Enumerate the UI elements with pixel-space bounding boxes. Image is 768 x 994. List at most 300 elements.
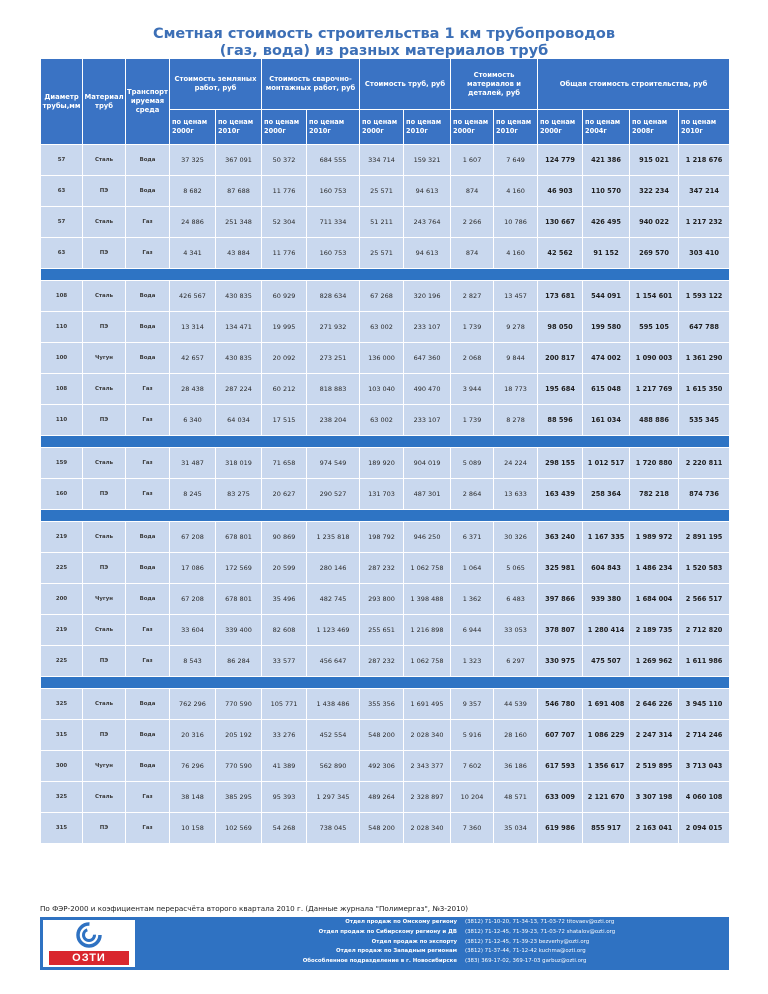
cell-pipe-2000: 103 040: [360, 374, 404, 405]
cell-diameter: 300: [41, 751, 83, 782]
cell-total-2010: 1 611 986: [679, 646, 730, 677]
sub-weld-2000: по ценам 2000г: [262, 110, 307, 145]
cell-total-2010: 2 220 811: [679, 448, 730, 479]
cell-total-2008: 2 519 895: [630, 751, 679, 782]
cell-pipe-2010: 2 028 340: [404, 720, 451, 751]
cell-earth-2010: 430 835: [216, 281, 262, 312]
cell-mat-2010: 6 297: [494, 646, 538, 677]
group-separator: [41, 677, 730, 689]
title-line-2: (газ, вода) из разных материалов труб: [219, 43, 549, 59]
cell-mat-2000: 5 089: [451, 448, 494, 479]
cell-total-2000: 98 050: [538, 312, 583, 343]
table-row: [41, 522, 730, 553]
cell-mat-2010: 9 844: [494, 343, 538, 374]
table-row: [41, 207, 730, 238]
cell-pipe-2010: 1 691 495: [404, 689, 451, 720]
cell-material: Сталь: [83, 689, 126, 720]
cell-weld-2000: 105 771: [262, 689, 307, 720]
footer-bar: [40, 917, 729, 970]
cell-pipe-2010: 1 216 898: [404, 615, 451, 646]
cell-diameter: 57: [41, 145, 83, 176]
cell-total-2004: 615 048: [583, 374, 630, 405]
contact-phone-email: (3812) 71-10-20, 71-34-13, 71-03-72 titovaev@ozti.org: [465, 919, 615, 925]
cell-total-2010: 535 345: [679, 405, 730, 436]
cell-material: Сталь: [83, 374, 126, 405]
cell-total-2000: 633 009: [538, 782, 583, 813]
cell-pipe-2000: 287 232: [360, 646, 404, 677]
cell-earth-2000: 33 604: [170, 615, 216, 646]
cell-weld-2010: 271 932: [307, 312, 360, 343]
cell-earth-2000: 13 314: [170, 312, 216, 343]
cell-weld-2000: 17 515: [262, 405, 307, 436]
cell-medium: Вода: [126, 584, 170, 615]
logo-text: ОЗТИ: [49, 951, 129, 965]
contact-department: Отдел продаж по экспорту: [371, 938, 457, 945]
cell-earth-2010: 318 019: [216, 448, 262, 479]
cell-total-2008: 940 022: [630, 207, 679, 238]
cell-mat-2000: 874: [451, 176, 494, 207]
cell-total-2010: 3 945 110: [679, 689, 730, 720]
cell-total-2008: 1 269 962: [630, 646, 679, 677]
cell-earth-2010: 430 835: [216, 343, 262, 374]
cell-weld-2000: 60 929: [262, 281, 307, 312]
sub-total-2010: по ценам 2010г: [679, 110, 730, 145]
cell-material: Сталь: [83, 281, 126, 312]
cell-total-2004: 939 380: [583, 584, 630, 615]
contacts-list: [270, 918, 722, 967]
contact-row: [270, 957, 722, 967]
cell-total-2004: 604 843: [583, 553, 630, 584]
cell-earth-2000: 8 245: [170, 479, 216, 510]
cell-mat-2000: 1 323: [451, 646, 494, 677]
cell-pipe-2000: 25 571: [360, 176, 404, 207]
cost-table: [40, 58, 730, 844]
cell-earth-2000: 38 148: [170, 782, 216, 813]
cell-mat-2010: 30 326: [494, 522, 538, 553]
cell-medium: Газ: [126, 448, 170, 479]
cell-total-2000: 46 903: [538, 176, 583, 207]
cell-pipe-2010: 320 196: [404, 281, 451, 312]
cell-medium: Газ: [126, 238, 170, 269]
header-medium: Транспорт ируемая среда: [126, 59, 170, 145]
cell-weld-2010: 160 753: [307, 238, 360, 269]
cell-medium: Газ: [126, 479, 170, 510]
cell-mat-2010: 9 278: [494, 312, 538, 343]
cell-mat-2010: 6 483: [494, 584, 538, 615]
table-row: [41, 374, 730, 405]
cell-medium: Газ: [126, 646, 170, 677]
cell-total-2008: 915 021: [630, 145, 679, 176]
sub-earth-2000: по ценам 2000г: [170, 110, 216, 145]
cell-mat-2010: 48 571: [494, 782, 538, 813]
cell-total-2004: 110 570: [583, 176, 630, 207]
cell-mat-2000: 1 362: [451, 584, 494, 615]
table-row: [41, 751, 730, 782]
sub-earth-2010: по ценам 2010г: [216, 110, 262, 145]
cell-pipe-2000: 189 920: [360, 448, 404, 479]
cell-medium: Вода: [126, 689, 170, 720]
header-diameter: Диаметр трубы,мм: [41, 59, 83, 145]
source-note: По ФЭР-2000 и коэфициентам перерасчёта второго квартала 2010 г. (Данные журнала "Полимергаз", №3-2010): [40, 904, 469, 913]
sub-pipe-2000: по ценам 2000г: [360, 110, 404, 145]
cell-pipe-2000: 63 002: [360, 405, 404, 436]
cell-weld-2000: 60 212: [262, 374, 307, 405]
sub-total-2004: по ценам 2004г: [583, 110, 630, 145]
cell-total-2000: 124 779: [538, 145, 583, 176]
cell-weld-2000: 90 869: [262, 522, 307, 553]
cell-weld-2010: 738 045: [307, 813, 360, 844]
cell-earth-2000: 67 208: [170, 584, 216, 615]
cell-earth-2000: 762 296: [170, 689, 216, 720]
cell-diameter: 63: [41, 238, 83, 269]
cell-material: Сталь: [83, 207, 126, 238]
cell-diameter: 225: [41, 646, 83, 677]
cell-pipe-2000: 63 002: [360, 312, 404, 343]
table-row: [41, 689, 730, 720]
cell-total-2010: 1 218 676: [679, 145, 730, 176]
cell-weld-2010: 562 890: [307, 751, 360, 782]
contact-department: Отдел продаж по Западным регионам: [335, 948, 457, 955]
cell-material: ПЭ: [83, 176, 126, 207]
cell-material: Сталь: [83, 782, 126, 813]
cell-total-2004: 544 091: [583, 281, 630, 312]
separator-band: [41, 510, 730, 522]
cell-total-2004: 1 012 517: [583, 448, 630, 479]
cell-weld-2000: 11 776: [262, 176, 307, 207]
cell-mat-2010: 33 053: [494, 615, 538, 646]
cell-earth-2000: 31 487: [170, 448, 216, 479]
cell-pipe-2010: 2 343 377: [404, 751, 451, 782]
sub-mat-2010: по ценам 2010г: [494, 110, 538, 145]
cell-total-2000: 330 975: [538, 646, 583, 677]
table-row: [41, 479, 730, 510]
cell-material: ПЭ: [83, 238, 126, 269]
cell-total-2010: 2 566 517: [679, 584, 730, 615]
cell-total-2004: 91 152: [583, 238, 630, 269]
cell-total-2008: 1 154 601: [630, 281, 679, 312]
cell-total-2010: 2 714 246: [679, 720, 730, 751]
cell-medium: Вода: [126, 176, 170, 207]
cell-total-2000: 325 981: [538, 553, 583, 584]
cell-diameter: 108: [41, 281, 83, 312]
cell-total-2000: 363 240: [538, 522, 583, 553]
cell-weld-2010: 1 235 818: [307, 522, 360, 553]
cell-pipe-2010: 647 360: [404, 343, 451, 374]
cell-weld-2000: 95 393: [262, 782, 307, 813]
table-row: [41, 343, 730, 374]
cell-mat-2000: 10 204: [451, 782, 494, 813]
cell-pipe-2000: 293 800: [360, 584, 404, 615]
cell-total-2000: 42 562: [538, 238, 583, 269]
cell-mat-2010: 5 065: [494, 553, 538, 584]
cell-pipe-2010: 490 470: [404, 374, 451, 405]
cell-weld-2000: 54 268: [262, 813, 307, 844]
cell-earth-2010: 205 192: [216, 720, 262, 751]
cell-earth-2000: 6 340: [170, 405, 216, 436]
contact-phone-email: (383) 369-17-02, 369-17-03 garbuz@ozti.org: [465, 958, 587, 965]
cell-weld-2000: 11 776: [262, 238, 307, 269]
cell-weld-2000: 20 627: [262, 479, 307, 510]
cell-total-2010: 1 520 583: [679, 553, 730, 584]
cell-mat-2000: 1 607: [451, 145, 494, 176]
cell-material: Сталь: [83, 615, 126, 646]
cell-mat-2010: 44 539: [494, 689, 538, 720]
cell-mat-2010: 13 457: [494, 281, 538, 312]
cell-medium: Вода: [126, 145, 170, 176]
header-pipes: Стоимость труб, руб: [360, 59, 451, 110]
cell-mat-2000: 7 360: [451, 813, 494, 844]
cell-diameter: 219: [41, 522, 83, 553]
header-welding: Стоимость сварочно-монтажных работ, руб: [262, 59, 360, 110]
cell-earth-2010: 339 400: [216, 615, 262, 646]
cell-diameter: 57: [41, 207, 83, 238]
cell-total-2008: 1 684 004: [630, 584, 679, 615]
cell-medium: Газ: [126, 782, 170, 813]
cell-total-2000: 546 780: [538, 689, 583, 720]
cell-total-2004: 2 121 670: [583, 782, 630, 813]
table-row: [41, 782, 730, 813]
cell-earth-2010: 251 348: [216, 207, 262, 238]
cell-material: Чугун: [83, 343, 126, 374]
cell-earth-2010: 367 091: [216, 145, 262, 176]
cell-total-2010: 1 615 350: [679, 374, 730, 405]
cell-earth-2000: 28 438: [170, 374, 216, 405]
cell-total-2010: 1 593 122: [679, 281, 730, 312]
cell-material: Чугун: [83, 584, 126, 615]
cell-material: ПЭ: [83, 312, 126, 343]
cell-weld-2000: 41 389: [262, 751, 307, 782]
cell-medium: Вода: [126, 312, 170, 343]
cell-total-2000: 378 807: [538, 615, 583, 646]
cell-weld-2010: 280 146: [307, 553, 360, 584]
group-separator: [41, 436, 730, 448]
cell-total-2000: 617 593: [538, 751, 583, 782]
contact-row: [270, 947, 722, 957]
cell-total-2008: 2 163 041: [630, 813, 679, 844]
cell-medium: Вода: [126, 553, 170, 584]
cell-total-2000: 397 866: [538, 584, 583, 615]
contact-department: Обособленное подразделение в г. Новосибирске: [302, 958, 457, 965]
cell-total-2004: 855 917: [583, 813, 630, 844]
cell-medium: Газ: [126, 813, 170, 844]
cell-total-2000: 88 596: [538, 405, 583, 436]
cell-mat-2010: 28 160: [494, 720, 538, 751]
cell-earth-2010: 678 801: [216, 584, 262, 615]
cell-mat-2000: 1 739: [451, 312, 494, 343]
cell-total-2010: 2 891 195: [679, 522, 730, 553]
cell-medium: Вода: [126, 281, 170, 312]
table-body: [41, 145, 730, 844]
cell-total-2000: 200 817: [538, 343, 583, 374]
cell-pipe-2000: 287 232: [360, 553, 404, 584]
cell-total-2000: 195 684: [538, 374, 583, 405]
cell-mat-2010: 10 786: [494, 207, 538, 238]
cell-earth-2000: 20 316: [170, 720, 216, 751]
cell-mat-2000: 2 864: [451, 479, 494, 510]
cell-pipe-2000: 131 703: [360, 479, 404, 510]
table-row: [41, 238, 730, 269]
cell-material: Сталь: [83, 145, 126, 176]
cell-total-2008: 2 646 226: [630, 689, 679, 720]
cell-pipe-2010: 233 107: [404, 405, 451, 436]
cell-total-2010: 4 060 108: [679, 782, 730, 813]
cell-total-2000: 163 439: [538, 479, 583, 510]
cell-mat-2010: 4 160: [494, 238, 538, 269]
cell-earth-2000: 4 341: [170, 238, 216, 269]
cell-total-2000: 173 681: [538, 281, 583, 312]
contact-phone-email: (3812) 71-12-45, 71-39-23, 71-03-72 shatalov@ozti.org: [465, 928, 616, 935]
cell-total-2004: 161 034: [583, 405, 630, 436]
header-materials: Стоимость материалов и деталей, руб: [451, 59, 538, 110]
cell-medium: Газ: [126, 615, 170, 646]
cell-diameter: 110: [41, 405, 83, 436]
cell-total-2004: 1 280 414: [583, 615, 630, 646]
cell-pipe-2000: 67 268: [360, 281, 404, 312]
cell-total-2008: 782 218: [630, 479, 679, 510]
company-logo: [43, 920, 135, 967]
table-row: [41, 448, 730, 479]
contact-department: Отдел продаж по Сибирскому региону и ДВ: [318, 928, 457, 935]
cell-total-2010: 1 361 290: [679, 343, 730, 374]
cell-pipe-2000: 255 651: [360, 615, 404, 646]
cell-pipe-2000: 25 571: [360, 238, 404, 269]
cell-mat-2000: 2 068: [451, 343, 494, 374]
cell-total-2008: 1 217 769: [630, 374, 679, 405]
cell-earth-2000: 17 086: [170, 553, 216, 584]
cell-material: Сталь: [83, 522, 126, 553]
cell-mat-2010: 24 224: [494, 448, 538, 479]
cell-total-2010: 2 094 015: [679, 813, 730, 844]
table-row: [41, 281, 730, 312]
cell-weld-2000: 20 599: [262, 553, 307, 584]
cell-earth-2010: 770 590: [216, 751, 262, 782]
cell-weld-2010: 974 549: [307, 448, 360, 479]
table-row: [41, 720, 730, 751]
cell-earth-2010: 86 284: [216, 646, 262, 677]
cell-diameter: 160: [41, 479, 83, 510]
sub-weld-2010: по ценам 2010г: [307, 110, 360, 145]
header-earthworks: Стоимость земляных работ, руб: [170, 59, 262, 110]
cell-weld-2000: 19 995: [262, 312, 307, 343]
cell-total-2004: 421 386: [583, 145, 630, 176]
cell-total-2010: 647 788: [679, 312, 730, 343]
cell-diameter: 63: [41, 176, 83, 207]
contact-row: [270, 938, 722, 948]
cell-material: ПЭ: [83, 813, 126, 844]
cell-total-2008: 595 105: [630, 312, 679, 343]
cell-pipe-2010: 1 398 488: [404, 584, 451, 615]
cell-mat-2000: 6 371: [451, 522, 494, 553]
cell-total-2004: 426 495: [583, 207, 630, 238]
cell-total-2010: 303 410: [679, 238, 730, 269]
cell-earth-2010: 770 590: [216, 689, 262, 720]
title-line-1: Сметная стоимость строительства 1 км трубопроводов: [152, 26, 616, 42]
cell-total-2000: 130 667: [538, 207, 583, 238]
header-row-top: [41, 59, 730, 110]
cell-pipe-2010: 904 019: [404, 448, 451, 479]
cell-material: ПЭ: [83, 720, 126, 751]
cell-mat-2000: 2 827: [451, 281, 494, 312]
cell-total-2008: 269 570: [630, 238, 679, 269]
cell-total-2008: 2 247 314: [630, 720, 679, 751]
contact-department: Отдел продаж по Омскому региону: [345, 919, 457, 925]
cell-total-2008: 1 486 234: [630, 553, 679, 584]
cell-material: ПЭ: [83, 646, 126, 677]
cell-total-2010: 1 217 232: [679, 207, 730, 238]
cell-earth-2000: 10 158: [170, 813, 216, 844]
table-row: [41, 646, 730, 677]
cell-total-2010: 347 214: [679, 176, 730, 207]
cell-weld-2000: 52 304: [262, 207, 307, 238]
cell-earth-2010: 134 471: [216, 312, 262, 343]
logo-swirl-icon: [76, 922, 102, 948]
cell-mat-2000: 9 357: [451, 689, 494, 720]
cell-total-2008: 488 886: [630, 405, 679, 436]
cell-earth-2010: 172 569: [216, 553, 262, 584]
header-total: Общая стоимость строительства, руб: [538, 59, 730, 110]
cell-total-2000: 298 155: [538, 448, 583, 479]
cell-total-2008: 1 720 880: [630, 448, 679, 479]
cell-pipe-2010: 487 301: [404, 479, 451, 510]
cell-pipe-2000: 355 356: [360, 689, 404, 720]
cell-earth-2010: 87 688: [216, 176, 262, 207]
cell-earth-2000: 426 567: [170, 281, 216, 312]
cell-weld-2010: 684 555: [307, 145, 360, 176]
group-separator: [41, 269, 730, 281]
cell-earth-2000: 8 543: [170, 646, 216, 677]
cell-weld-2010: 290 527: [307, 479, 360, 510]
cell-weld-2010: 238 204: [307, 405, 360, 436]
cell-total-2008: 1 989 972: [630, 522, 679, 553]
contact-phone-email: (3812) 71-12-45, 71-39-23 bezverhy@ozti.org: [465, 938, 590, 945]
cell-total-2010: 874 736: [679, 479, 730, 510]
cell-total-2004: 1 691 408: [583, 689, 630, 720]
table-row: [41, 553, 730, 584]
cell-pipe-2000: 489 264: [360, 782, 404, 813]
cell-pipe-2010: 1 062 758: [404, 553, 451, 584]
cell-total-2000: 619 986: [538, 813, 583, 844]
cell-weld-2000: 33 276: [262, 720, 307, 751]
cell-weld-2000: 33 577: [262, 646, 307, 677]
cell-total-2008: 3 307 198: [630, 782, 679, 813]
cell-total-2004: 1 167 335: [583, 522, 630, 553]
cell-medium: Вода: [126, 343, 170, 374]
cell-pipe-2010: 2 028 340: [404, 813, 451, 844]
cell-mat-2010: 36 186: [494, 751, 538, 782]
cell-diameter: 159: [41, 448, 83, 479]
cell-earth-2000: 42 657: [170, 343, 216, 374]
cell-pipe-2010: 1 062 758: [404, 646, 451, 677]
cell-medium: Вода: [126, 522, 170, 553]
cell-pipe-2010: 233 107: [404, 312, 451, 343]
cell-weld-2010: 1 297 345: [307, 782, 360, 813]
cell-mat-2000: 2 266: [451, 207, 494, 238]
cell-total-2004: 1 086 229: [583, 720, 630, 751]
cell-total-2004: 475 507: [583, 646, 630, 677]
cell-earth-2010: 102 569: [216, 813, 262, 844]
cell-pipe-2010: 94 613: [404, 176, 451, 207]
contact-row: [270, 918, 722, 928]
cell-diameter: 325: [41, 782, 83, 813]
contact-row: [270, 928, 722, 938]
cell-weld-2000: 50 372: [262, 145, 307, 176]
page-title: [0, 26, 768, 60]
cell-weld-2010: 818 883: [307, 374, 360, 405]
cell-diameter: 315: [41, 813, 83, 844]
cell-material: ПЭ: [83, 405, 126, 436]
separator-band: [41, 436, 730, 448]
table-row: [41, 584, 730, 615]
